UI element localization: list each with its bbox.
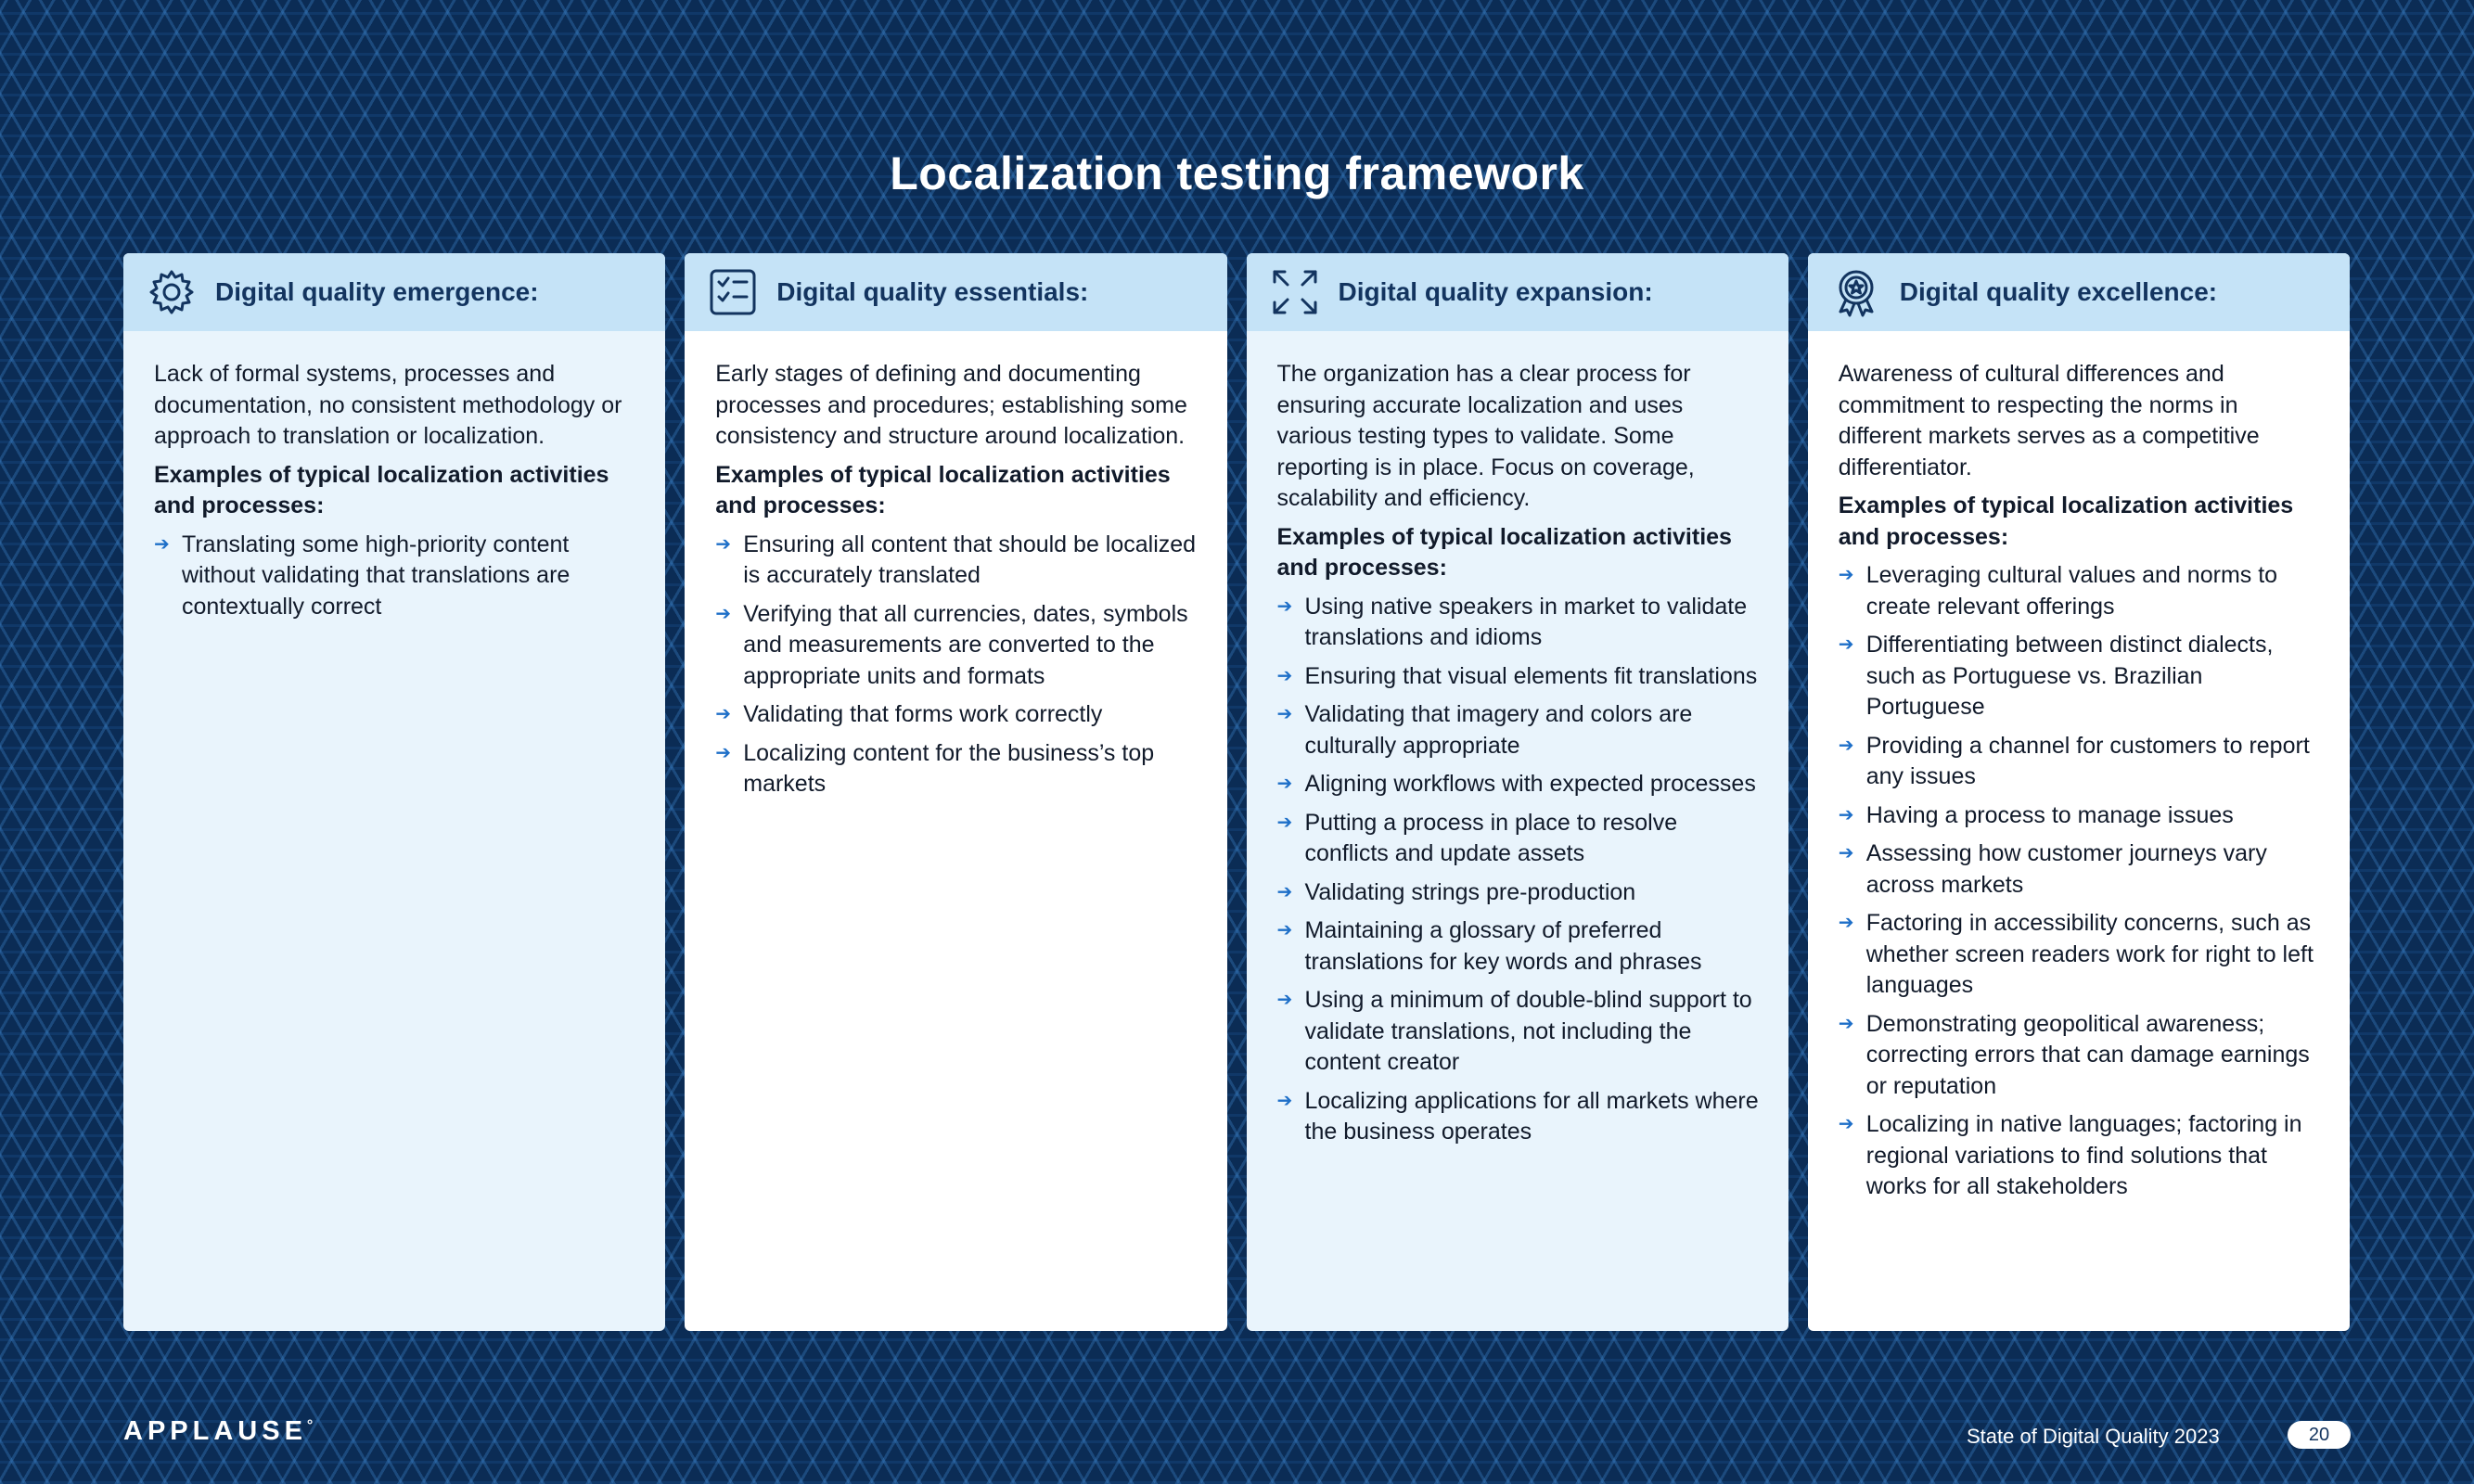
arrow-icon: ➔ <box>154 533 170 555</box>
checklist-icon <box>708 267 758 317</box>
list-item-text: Translating some high-priority content without validating that translations are contextually correct <box>182 531 570 620</box>
list-item-text: Putting a process in place to resolve conflicts and update assets <box>1304 809 1678 866</box>
expand-arrows-icon <box>1270 267 1320 317</box>
list-item-text: Validating that imagery and colors are culturally appropriate <box>1304 701 1693 759</box>
logo-ring-icon: ° <box>306 1417 314 1434</box>
list-item-text: Assessing how customer journeys vary across markets <box>1865 840 2267 898</box>
examples-list <box>154 530 635 623</box>
examples-list <box>1839 560 2320 1203</box>
examples-label: Examples of typical localization activities and processes: <box>715 461 1171 518</box>
card-body <box>685 331 1226 826</box>
card-body <box>123 331 665 648</box>
arrow-icon: ➔ <box>715 742 732 763</box>
arrow-icon: ➔ <box>715 533 732 555</box>
arrow-icon: ➔ <box>1276 595 1293 617</box>
gear-icon <box>147 267 197 317</box>
list-item-text: Aligning workflows with expected processes <box>1304 771 1756 797</box>
card-header <box>1808 253 2350 331</box>
list-item <box>1839 838 2320 901</box>
list-item <box>1839 908 2320 1002</box>
list-item-text: Demonstrating geopolitical awareness; correcting errors that can damage earnings or reputation <box>1865 1010 2310 1099</box>
award-badge-icon <box>1831 267 1881 317</box>
list-item <box>1839 1009 2320 1103</box>
list-item <box>1839 630 2320 723</box>
arrow-icon: ➔ <box>1838 1013 1854 1034</box>
page-title: Localization testing framework <box>890 147 1584 199</box>
list-item-text: Localizing in native languages; factoring in regional variations to find solutions that works for all stakeholders <box>1865 1111 2302 1199</box>
arrow-icon: ➔ <box>1276 774 1293 794</box>
list-item-text: Ensuring that visual elements fit translations <box>1304 662 1758 689</box>
page-number: 20 <box>2288 1421 2351 1449</box>
card-description: Lack of formal systems, processes and documentation, no consistent methodology or approach to translation or localization. <box>154 361 622 449</box>
logo-text: APPLAUSE <box>123 1416 307 1446</box>
arrow-icon: ➔ <box>1838 843 1854 864</box>
list-item <box>1277 699 1759 761</box>
list-item-text: Leveraging cultural values and norms to create relevant offerings <box>1865 562 2278 620</box>
arrow-icon: ➔ <box>1276 881 1293 902</box>
examples-label: Examples of typical localization activities and processes: <box>1838 493 2294 550</box>
card-body <box>1247 331 1788 1174</box>
card-title: Digital quality expansion: <box>1338 277 1653 306</box>
list-item <box>715 599 1197 693</box>
list-item-text: Using a minimum of double-blind support to validate translations, not including the content creator <box>1304 987 1752 1075</box>
list-item-text: Providing a channel for customers to report any issues <box>1865 732 2310 789</box>
list-item-text: Validating strings pre-production <box>1304 878 1636 905</box>
framework-columns <box>123 253 2350 1331</box>
card-expansion <box>1247 253 1788 1331</box>
list-item <box>1277 661 1759 693</box>
card-header <box>123 253 665 331</box>
list-item <box>1839 1109 2320 1203</box>
list-item <box>1277 1086 1759 1148</box>
list-item <box>1277 769 1759 800</box>
applause-logo <box>123 1416 313 1447</box>
arrow-icon: ➔ <box>1838 913 1854 933</box>
arrow-icon: ➔ <box>1276 665 1293 686</box>
card-description: Awareness of cultural differences and commitment to respecting the norms in different markets serves as a competitive differentiator. <box>1838 361 2260 480</box>
list-item <box>1839 731 2320 793</box>
list-item-text: Validating that forms work correctly <box>743 701 1103 727</box>
card-body <box>1808 331 2350 1229</box>
list-item-text: Differentiating between distinct dialects, such as Portuguese vs. Brazilian Portuguese <box>1865 632 2274 720</box>
examples-list <box>715 530 1197 800</box>
card-description: The organization has a clear process for ensuring accurate localization and uses various testing types to validate. Some reporting is in place. Focus on coverage, scalability and efficiency. <box>1276 361 1695 511</box>
card-emergence <box>123 253 665 1331</box>
arrow-icon: ➔ <box>1276 920 1293 940</box>
list-item-text: Ensuring all content that should be localized is accurately translated <box>743 531 1197 588</box>
card-header <box>1247 253 1788 331</box>
arrow-icon: ➔ <box>1276 812 1293 833</box>
arrow-icon: ➔ <box>1276 704 1293 724</box>
list-item <box>1839 560 2320 622</box>
examples-label: Examples of typical localization activities and processes: <box>154 461 609 518</box>
list-item <box>154 530 635 623</box>
arrow-icon: ➔ <box>1838 804 1854 825</box>
list-item-text: Localizing content for the business’s top markets <box>743 739 1155 797</box>
arrow-icon: ➔ <box>1838 565 1854 585</box>
list-item <box>1277 915 1759 978</box>
list-item-text: Localizing applications for all markets where the business operates <box>1304 1087 1759 1145</box>
list-item-text: Verifying that all currencies, dates, symbols and measurements are converted to the appropriate units and formats <box>743 600 1188 689</box>
list-item <box>1839 800 2320 832</box>
report-name: State of Digital Quality 2023 <box>1967 1425 2220 1448</box>
list-item <box>1277 985 1759 1079</box>
arrow-icon: ➔ <box>715 704 732 724</box>
arrow-icon: ➔ <box>1276 1090 1293 1111</box>
list-item <box>715 530 1197 592</box>
arrow-icon: ➔ <box>1838 1114 1854 1134</box>
list-item <box>715 738 1197 800</box>
examples-list <box>1277 592 1759 1148</box>
list-item <box>1277 592 1759 654</box>
list-item <box>715 699 1197 731</box>
card-excellence <box>1808 253 2350 1331</box>
list-item <box>1277 808 1759 870</box>
examples-label: Examples of typical localization activities and processes: <box>1276 523 1732 581</box>
list-item-text: Using native speakers in market to validate translations and idioms <box>1304 593 1748 650</box>
card-header <box>685 253 1226 331</box>
card-title: Digital quality emergence: <box>215 277 539 306</box>
card-title: Digital quality essentials: <box>776 277 1089 306</box>
card-essentials <box>685 253 1226 1331</box>
arrow-icon: ➔ <box>1838 634 1854 655</box>
list-item <box>1277 877 1759 909</box>
list-item-text: Maintaining a glossary of preferred translations for key words and phrases <box>1304 917 1702 975</box>
list-item-text: Factoring in accessibility concerns, such as whether screen readers work for right to left languages <box>1865 910 2314 998</box>
arrow-icon: ➔ <box>715 603 732 624</box>
card-title: Digital quality excellence: <box>1899 277 2218 306</box>
arrow-icon: ➔ <box>1276 990 1293 1010</box>
arrow-icon: ➔ <box>1838 735 1854 756</box>
card-description: Early stages of defining and documenting processes and procedures; establishing some consistency and structure around localization. <box>715 361 1187 449</box>
list-item-text: Having a process to manage issues <box>1865 801 2234 828</box>
